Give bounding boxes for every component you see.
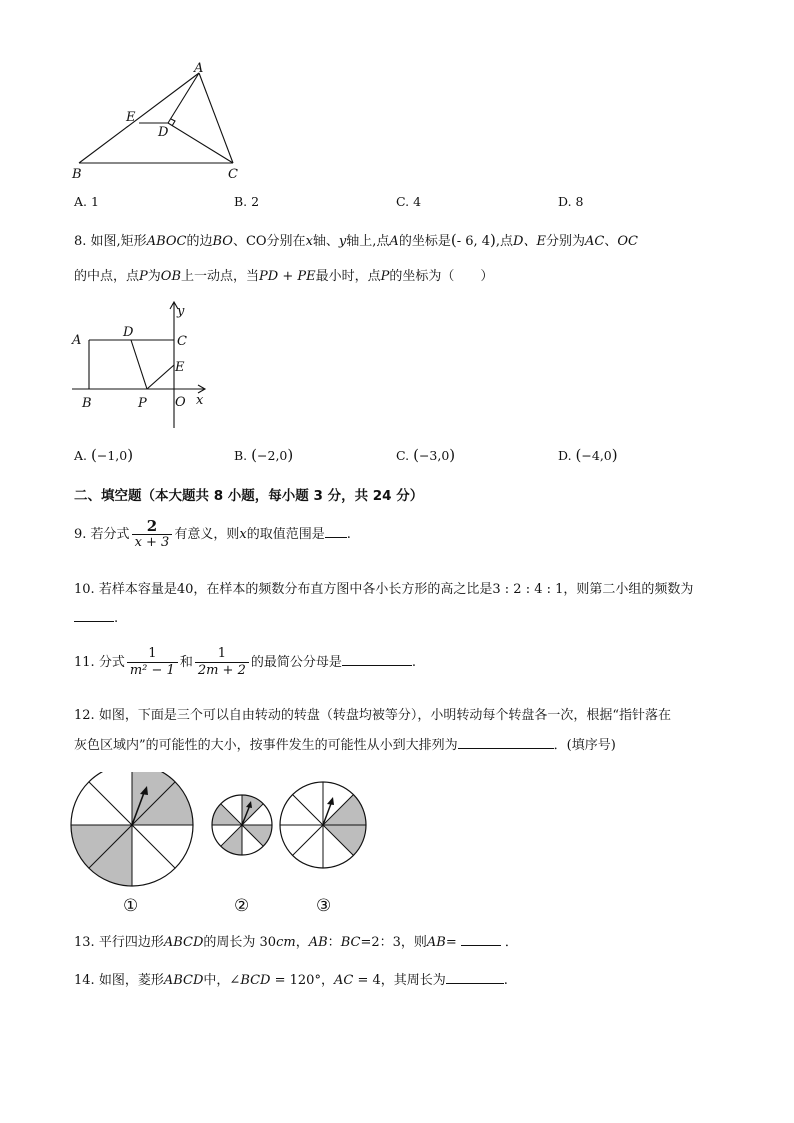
label-o: O: [175, 395, 186, 410]
q11-fraction-2: $\frac{1}{2m + 2}$: [195, 646, 249, 679]
rectangle-coordinate-figure: [62, 298, 222, 430]
q8-option-a: A. (−1,0): [74, 446, 134, 464]
q14: 14. 如图，菱形ABCD中，∠BCD = 120°，AC = 4，其周长为 .: [74, 973, 508, 988]
q8-line1: 8. 如图,矩形ABOC的边BO、CO分别在x轴、y轴上,点A的坐标是(- 6, 4),点D、E分别为AC、OC: [74, 231, 638, 249]
q13: 13. 平行四边形ABCD的周长为 30cm，AB：BC=2：3，则AB= ．: [74, 935, 518, 950]
wheel-label-2: ②: [234, 896, 250, 916]
label-a: A: [72, 333, 82, 348]
spinner-wheel-3: [280, 782, 366, 868]
q8-option-d: D. (−4,0): [558, 446, 618, 464]
segment-dc: [168, 123, 233, 163]
segment-ac: [199, 73, 233, 163]
q12-answer-blank[interactable]: [458, 736, 554, 749]
q12-line2: 灰色区域内”的可能性的大小，按事件发生的可能性从小到大排列为 ．(填序号): [74, 738, 616, 753]
q7-option-d: D. 8: [558, 194, 584, 209]
wheel-label-1: ①: [123, 896, 139, 916]
label-c: C: [177, 334, 187, 349]
label-d: D: [158, 125, 169, 140]
segment-pe: [147, 365, 174, 389]
q11: 11. 分式 $\frac{1}{\text{m² − 1}}$ 和 $\frac{1}{2m + 2}$ 的最简公分母是 .: [74, 646, 417, 678]
label-x: x: [196, 393, 204, 408]
spinner-wheel-1: [71, 772, 193, 886]
q8-option-c: C. (−3,0): [396, 446, 456, 464]
label-e: E: [175, 360, 185, 375]
label-y: y: [177, 304, 185, 319]
q7-option-c: C. 4: [396, 194, 422, 209]
label-b: B: [72, 167, 82, 182]
spinner-wheel-2: [212, 795, 272, 855]
label-a: A: [194, 61, 204, 76]
q10-line1: 10. 若样本容量是40，在样本的频数分布直方图中各小长方形的高之比是3 : 2 : 4 : 1，则第二小组的频数为: [74, 582, 694, 597]
q10-answer-blank[interactable]: [74, 609, 114, 622]
section-heading-fill-in: 二、填空题（本大题共 8 小题，每小题 3 分，共 24 分）: [74, 488, 424, 504]
label-d: D: [123, 325, 134, 340]
segment-dp: [131, 340, 147, 389]
wheel-label-3: ③: [316, 896, 332, 916]
q7-option-b: B. 2: [234, 194, 260, 209]
q12-line1: 12. 如图，下面是三个可以自由转动的转盘（转盘均被等分），小明转动每个转盘各一次，根据“指针落在: [74, 708, 671, 723]
q13-answer-blank[interactable]: [461, 933, 501, 946]
q11-answer-blank[interactable]: [342, 653, 412, 666]
q8-line2: 的中点，点P为OB上一动点，当PD + PE最小时，点P的坐标为（ ）: [74, 269, 494, 284]
q7-option-a: A. 1: [74, 194, 99, 209]
spinner-wheels: [60, 772, 380, 892]
q10-line2: .: [74, 609, 118, 626]
label-c: C: [228, 167, 238, 182]
q9-answer-blank[interactable]: [325, 525, 347, 538]
label-p: P: [138, 396, 147, 411]
segment-ab: [79, 73, 199, 163]
q9: 9. 若分式 $\frac{2}{x + 3}$ 有意义，则x的取值范围是 .: [74, 517, 351, 550]
q9-fraction: $\frac{2}{x + 3}$: [132, 518, 173, 551]
label-b: B: [82, 396, 92, 411]
q14-answer-blank[interactable]: [446, 971, 504, 984]
label-e: E: [126, 110, 136, 125]
q11-fraction-1: $\frac{1}{\text{m² − 1}}$: [127, 646, 178, 679]
q8-option-b: B. (−2,0): [234, 446, 294, 464]
segment-ad: [168, 73, 199, 123]
triangle-figure: [60, 60, 260, 185]
